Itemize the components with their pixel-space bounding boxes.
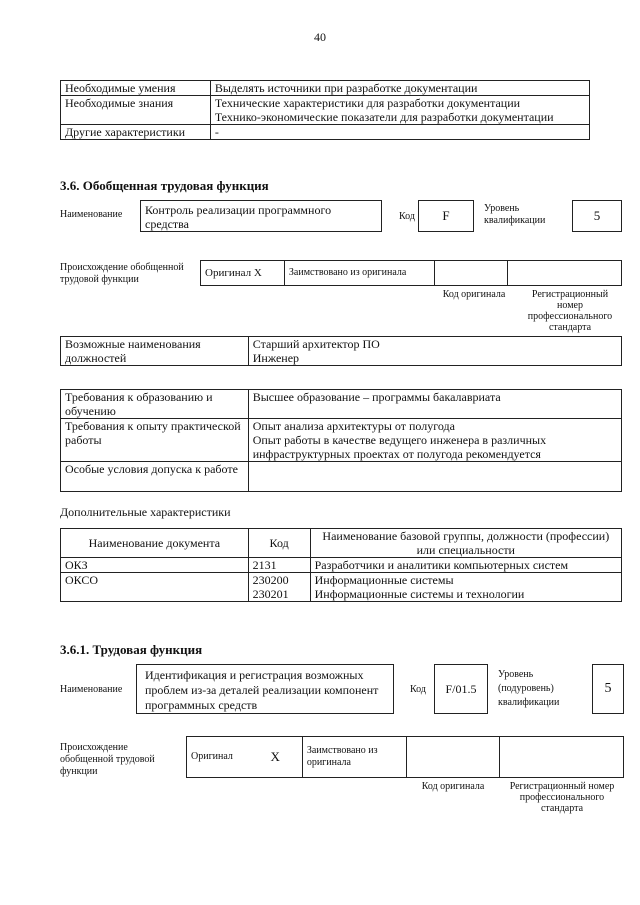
requirements-table [60,389,622,492]
reg-number-caption: Регистрационный номер профессионального стандарта [527,289,613,333]
additional-table [60,528,622,602]
code-label: Код [399,211,415,222]
table-row [61,390,622,419]
tf-origin-table [186,736,624,778]
requirement-value: Высшее образование – программы бакалавриата [248,390,621,419]
table-row [61,462,622,492]
tf-level-value: 5 [592,664,624,714]
row-label: Необходимые знания [61,96,211,125]
tf-code-label: Код [410,684,426,695]
tf-reg-number-caption: Регистрационный номер профессионального стандарта [509,781,615,814]
requirement-label: Требования к образованию и обучению [61,390,249,419]
section-heading: 3.6. Обобщенная трудовая функция [60,178,269,193]
doc-cell: ОКСО [61,573,249,602]
code-cell: 230201 [252,587,289,601]
name-cell: Разработчики и аналитики компьютерных систем [310,558,621,573]
table-header-row [61,529,622,558]
level-value: 5 [572,200,622,232]
origin-table [200,260,622,286]
level-label: Уровень квалификации [484,203,546,226]
name-label: Наименование [60,209,123,220]
tf-name-value: Идентификация и регистрация возможных проблем из-за деталей реализации компонент программных средств [136,664,394,714]
reg-number-cell [508,261,622,286]
tf-level-label: Уровень (подуровень) квалификации [498,669,560,708]
subsection-heading: 3.6.1. Трудовая функция [60,642,203,657]
positions-table [60,336,622,366]
origin-label: Происхождение обобщенной трудовой функции [60,262,184,285]
additional-title: Дополнительные характеристики [60,505,231,519]
row-value: - [210,125,589,140]
tf-original-cell: Оригинал [187,737,249,778]
row-value: Выделять источники при разработке документации [210,81,589,96]
code-cell: 2131 [248,558,310,573]
row-value: Технико-экономические показатели для разработки документации [214,110,554,124]
tf-borrowed-cell: Заимствовано из оригинала [302,737,406,778]
name-value: Контроль реализации программного средства [140,200,382,232]
row-label: Необходимые умения [61,81,211,96]
row-value: Технические характеристики для разработки документации [214,96,521,110]
table-row [61,573,622,602]
borrowed-cell: Заимствовано из оригинала [284,261,434,286]
requirement-label: Требования к опыту практической работы [61,419,249,462]
column-header: Наименование базовой группы, должности (профессии) или специальности [310,529,621,558]
column-header: Код [248,529,310,558]
table-row [61,96,590,125]
table-row [61,419,622,462]
table-row [61,81,590,96]
requirement-value: Опыт работы в качестве ведущего инженера в различных инфраструктурных проектах от полугода рекомендуется [252,433,547,461]
tf-name-label: Наименование [60,684,123,695]
page-number: 40 [314,30,326,44]
name-cell: Информационные системы и технологии [314,587,525,601]
tf-code-value: F/01.5 [434,664,488,714]
tf-code-original-caption: Код оригинала [421,781,485,792]
position-item: Старший архитектор ПО [252,337,380,351]
position-item: Инженер [252,351,300,365]
code-original-caption: Код оригинала [442,289,506,300]
code-value: F [418,200,474,232]
column-header: Наименование документа [61,529,249,558]
requirement-value [248,462,621,492]
positions-label: Возможные наименования должностей [61,337,249,366]
table-row [61,125,590,140]
original-cell: Оригинал X [201,261,285,286]
tf-original-mark: X [248,737,302,778]
table-row [61,558,622,573]
code-original-cell [434,261,508,286]
skills-table [60,80,590,140]
doc-cell: ОКЗ [61,558,249,573]
tf-origin-label: Происхождение обобщенной трудовой функции [60,742,155,777]
requirement-value: Опыт анализа архитектуры от полугода [252,419,455,433]
name-cell: Информационные системы [314,573,454,587]
tf-code-original-cell [406,737,500,778]
code-cell: 230200 [252,573,289,587]
tf-reg-number-cell [500,737,624,778]
row-label: Другие характеристики [61,125,211,140]
requirement-label: Особые условия допуска к работе [61,462,249,492]
